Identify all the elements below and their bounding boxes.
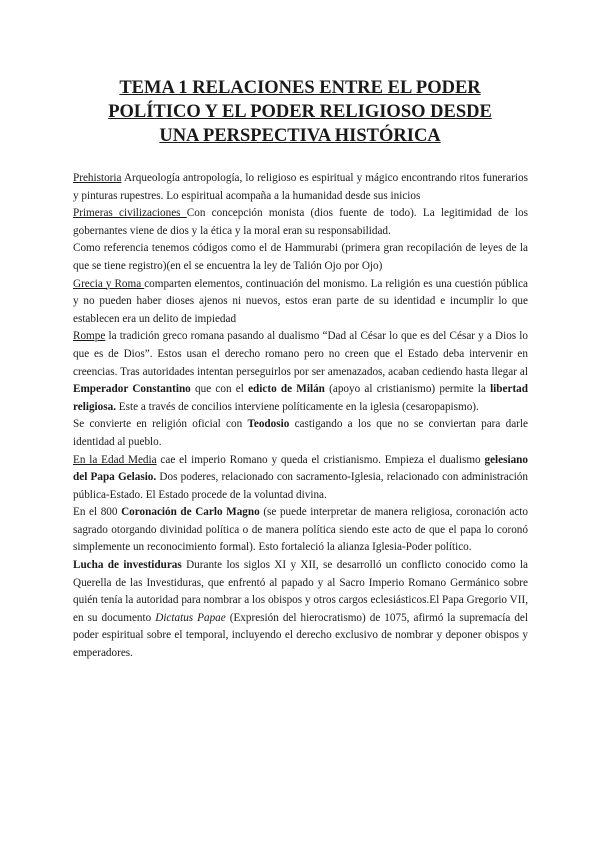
paragraph-text: Como referencia tenemos códigos como el de Hammurabi (primera gran recopilación de leyes de la que se tiene registro)(en el se encuentra la ley de Talión Ojo por Ojo) <box>73 242 528 272</box>
document-title <box>60 76 540 148</box>
paragraph-text: (Expresión del hierocratismo) de 1075, afirmó la supremacía del poder espiritual sobre el temporal, incluyendo el derecho exclusivo de nombrar y deponer obispos y emperadores. <box>73 611 528 660</box>
title-line-1: TEMA 1 RELACIONES ENTRE EL PODER <box>119 78 481 98</box>
paragraph-text: (apoyo al cristianismo) permite la <box>324 383 491 396</box>
paragraph-text: En el 800 <box>73 506 122 519</box>
paragraph-carlo-magno <box>73 504 528 557</box>
section-label-primeras-civilizaciones: Primeras civilizaciones <box>73 207 187 220</box>
paragraph-text: que con el <box>190 383 249 396</box>
italic-term-dictatus-papae: Dictatus Papae <box>155 611 226 624</box>
title-line-2: POLÍTICO Y EL PODER RELIGIOSO DESDE <box>108 102 492 122</box>
paragraph-text: castigando a los que no se conviertan para darle identidad al pueblo. <box>73 418 528 448</box>
bold-term-carlo-magno: Coronación de Carlo Magno <box>121 506 260 519</box>
paragraph-text: la tradición greco romana pasando al dualismo “Dad al César lo que es del César y a Dios lo que es de Dios”. Estos usan el derecho romano pero no creen que el Estado deba intervenir en creencias. Tras autoridades intentan perseguirlos por ser amenazados, acaban cediendo hasta llegar al <box>73 330 528 378</box>
paragraph-text: Se convierte en religión oficial con <box>73 418 248 431</box>
bold-term-edicto-milan: edicto de Milán <box>248 383 325 396</box>
paragraph-text: Este a través de concilios interviene políticamente en la iglesia (cesaropapismo). <box>116 400 479 413</box>
section-label-prehistoria: Prehistoria <box>73 172 122 184</box>
bold-term-gelasio: gelesiano del Papa Gelasio. <box>73 453 528 484</box>
paragraph-grecia-roma <box>73 276 528 329</box>
paragraph-teodosio <box>73 416 528 451</box>
paragraph-text: (se puede interpretar de manera religiosa, coronación acto sagrado otorgando divinidad política o de manera política siendo este acto de que el papa lo coronó simplemente un reconocimiento formal). Esto fortaleció la alianza Iglesia-Poder político. <box>73 506 528 554</box>
paragraph-investiduras <box>73 557 528 663</box>
paragraph-text: comparten elementos, continuación del monismo. La religión es una cuestión pública y no pueden haber dioses ajenos ni nuevos, estos eran parte de su identidad e incumplir lo que establecen era un delito de impiedad <box>73 277 528 325</box>
title-line-3: UNA PERSPECTIVA HISTÓRICA <box>159 126 441 146</box>
bold-term-investiduras: Lucha de investiduras <box>73 559 182 572</box>
paragraph-prehistoria <box>73 170 528 205</box>
paragraph-text: Arqueología antropología, lo religioso es espiritual y mágico encontrando ritos funerarios y pinturas rupestres. Lo espiritual acompaña a la humanidad desde sus inicios <box>73 172 528 202</box>
paragraph-text: Dos poderes, relacionado con sacramento-Iglesia, relacionado con administración pública-Estado. El Estado procede de la voluntad divina. <box>73 471 528 501</box>
paragraph-primeras-civilizaciones <box>73 205 528 240</box>
paragraph-edad-media <box>73 452 528 505</box>
bold-term-libertad-religiosa: libertad religiosa. <box>73 383 528 413</box>
bold-term-teodosio: Teodosio <box>247 418 290 431</box>
document-body <box>73 170 528 663</box>
section-label-rompe: Rompe <box>73 330 106 343</box>
paragraph-text: cae el imperio Romano y queda el cristianismo. Empieza el dualismo <box>156 453 485 466</box>
paragraph-text: Con concepción monista (dios fuente de todo). La legitimidad de los gobernantes viene de dios y la ética y la moral eran su responsabilidad. <box>73 207 528 237</box>
bold-term-constantino: Emperador Constantino <box>73 383 191 396</box>
section-label-grecia-roma: Grecia y Roma <box>73 277 145 290</box>
paragraph-hammurabi <box>73 240 528 275</box>
paragraph-rompe <box>73 328 528 416</box>
section-label-edad-media: En la Edad Media <box>73 453 157 466</box>
paragraph-text: Durante los siglos XI y XII, se desarrolló un conflicto conocido como la Querella de las Investiduras, que enfrentó al papado y al Sacro Imperio Romano Germánico sobre quién tenía la autoridad para nombrar a los obispos y otros cargos eclesiásticos.El Papa Gregorio VII, en su documento <box>73 559 528 624</box>
